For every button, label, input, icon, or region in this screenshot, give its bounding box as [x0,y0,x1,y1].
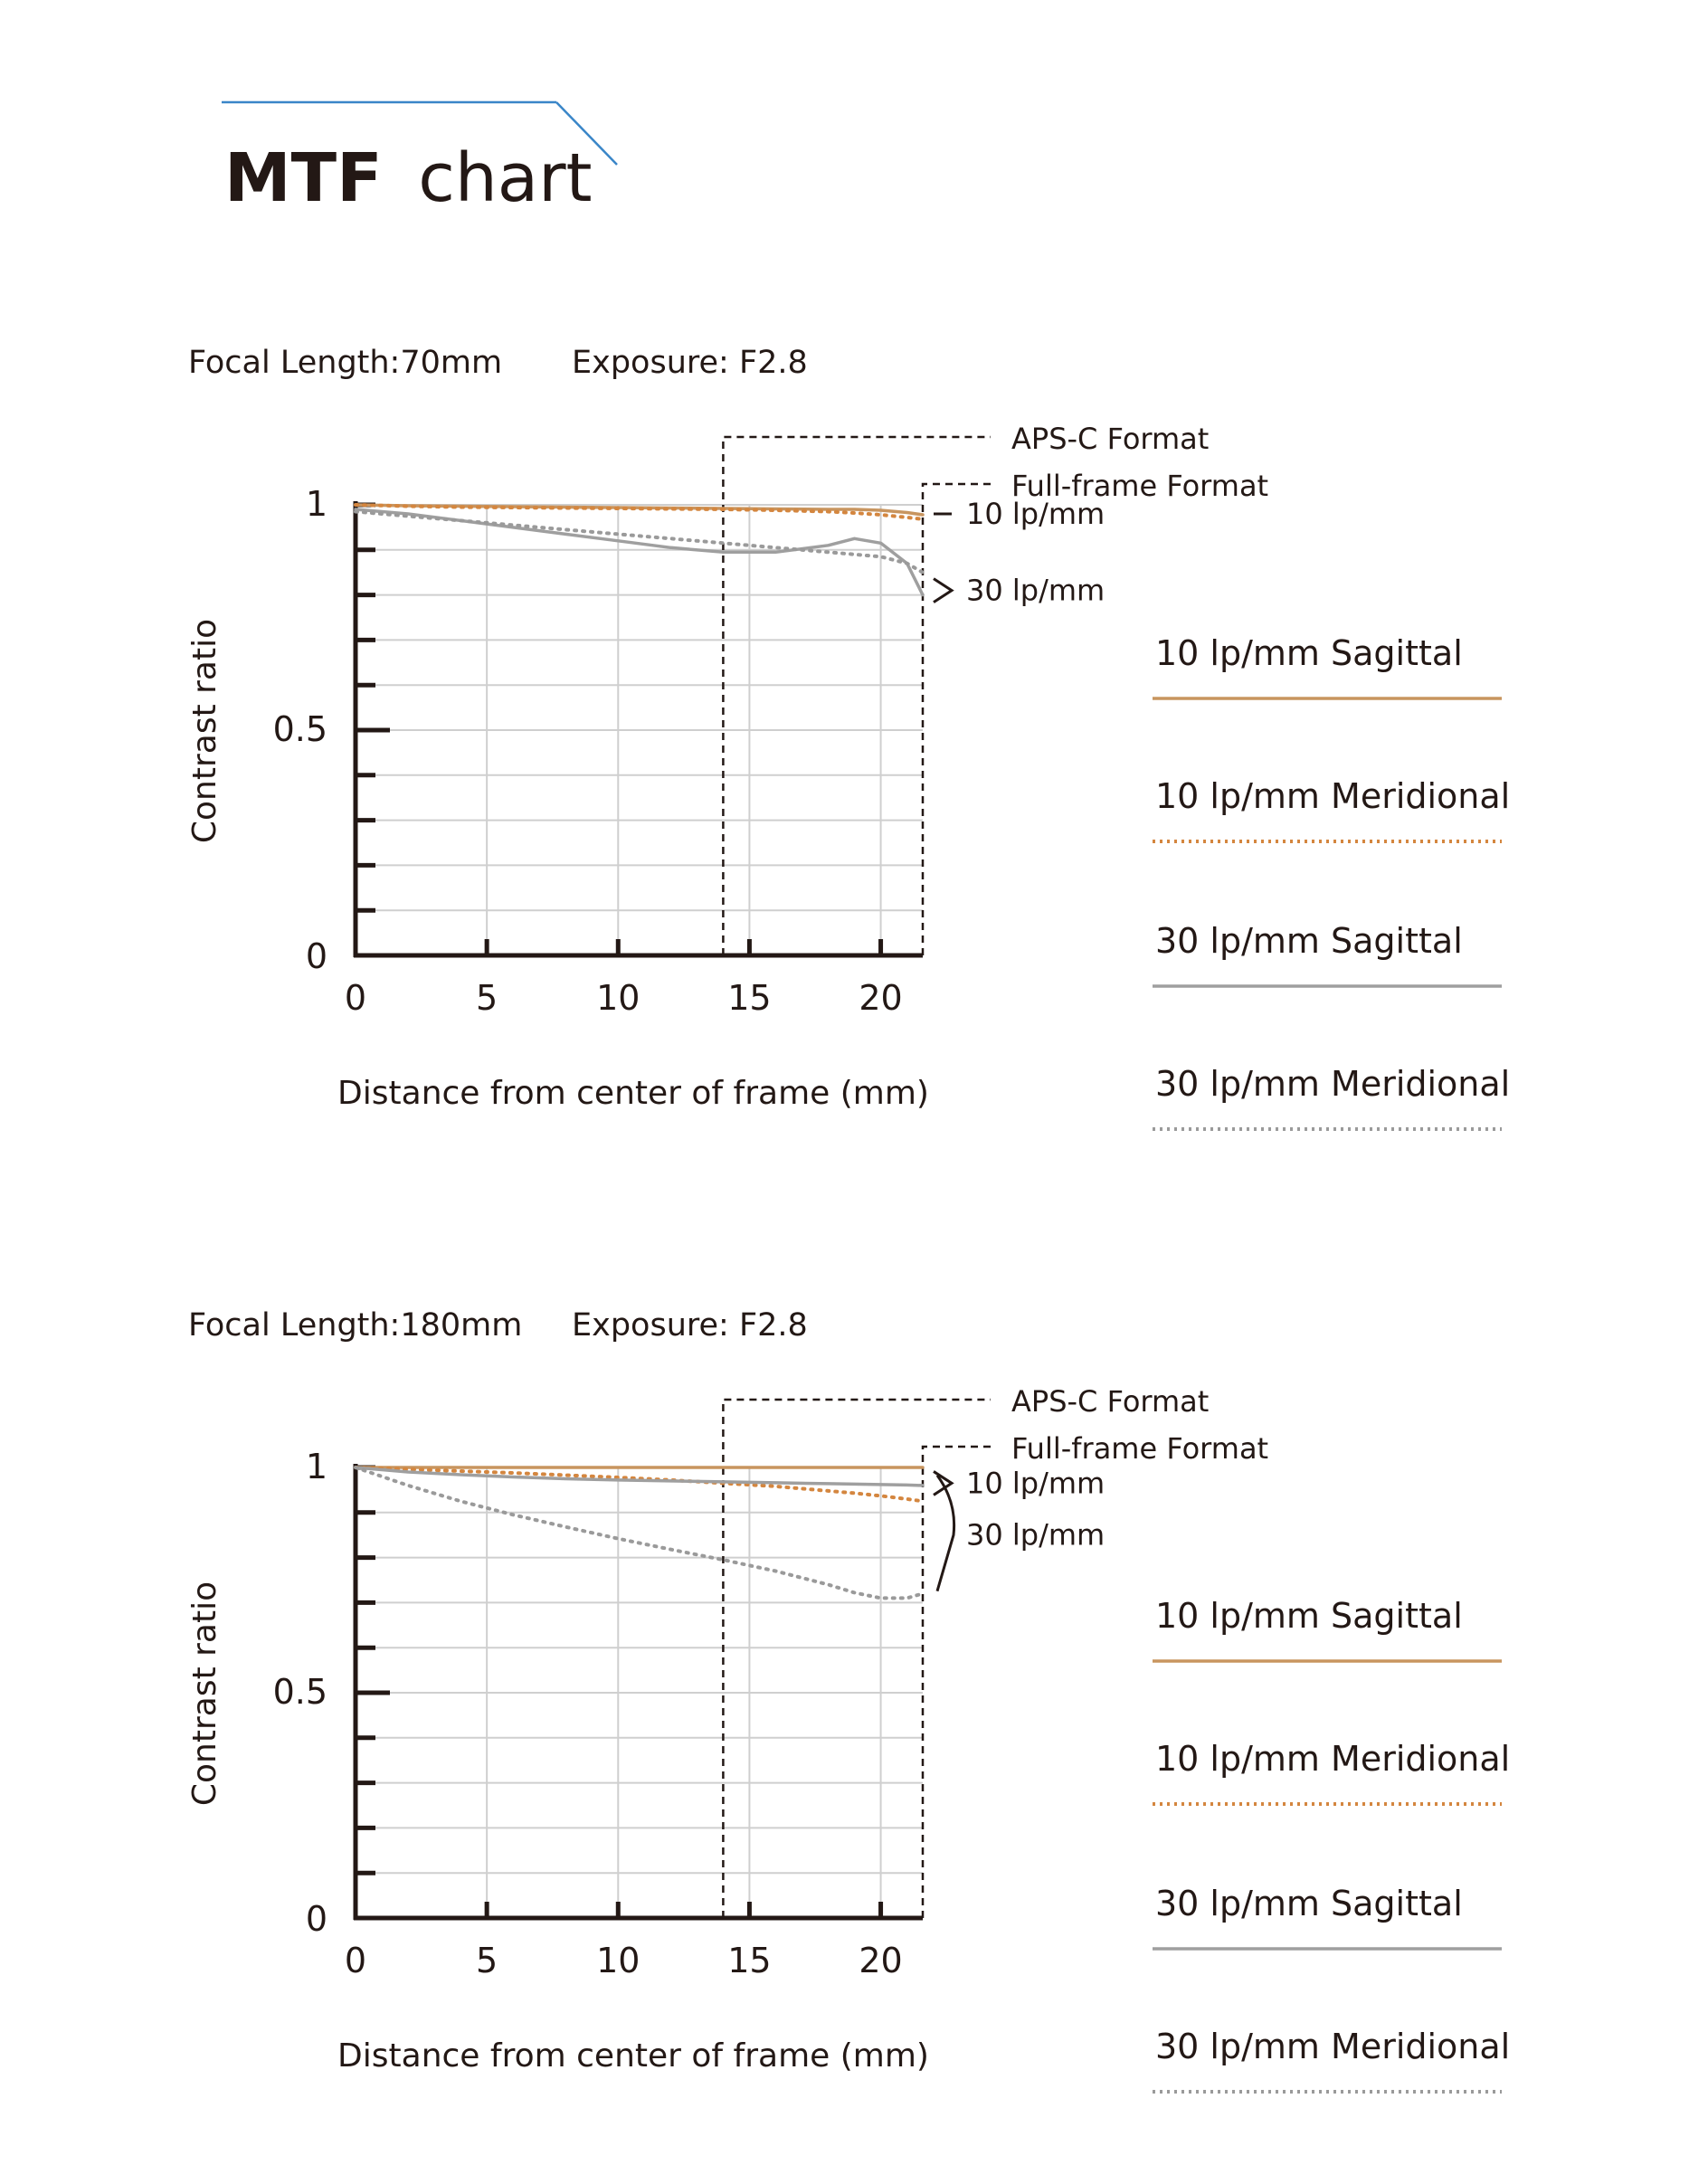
group-label-text: 30 lp/mm [966,573,1105,608]
format-marker-label: Full-frame Format [1011,469,1269,503]
page-title-strong: MTF [224,139,383,217]
legend-item-m10 [1153,1739,1510,1804]
y-tick-label-0.5: 0.5 [272,1672,327,1712]
plot-grid [356,505,923,955]
x-tick-label-5: 5 [476,1941,498,1980]
group-label-text: 30 lp/mm [966,1517,1105,1553]
x-tick-label-10: 10 [596,1941,640,1980]
bracket-chevron [934,579,952,603]
legend-label: 30 lp/mm Sagittal [1155,1884,1463,1923]
format-marker-label: Full-frame Format [1011,1431,1269,1466]
y-tick-label-0: 0 [305,936,327,976]
mtf-chart-70mm [186,345,1510,1129]
x-axis-label: Distance from center of frame (mm) [337,2037,929,2075]
legend-item-s30 [1153,1884,1502,1949]
x-tick-label-0: 0 [344,978,367,1018]
y-tick-label-1: 1 [305,484,327,524]
x-tick-label-10: 10 [596,978,640,1018]
legend-label: 30 lp/mm Meridional [1155,1064,1511,1104]
group-label-0 [934,497,1105,531]
x-tick-label-20: 20 [859,1941,903,1980]
x-axis-label: Distance from center of frame (mm) [337,1075,929,1112]
legend-item-m30 [1153,1064,1510,1129]
legend-item-s10 [1153,1596,1502,1661]
legend-label: 30 lp/mm Sagittal [1155,921,1463,961]
bracket-brace [937,1476,954,1591]
legend-label: 10 lp/mm Sagittal [1155,633,1463,673]
legend-item-s30 [1153,921,1502,986]
group-label-text: 10 lp/mm [966,496,1105,531]
legend-label: 10 lp/mm Meridional [1155,1739,1511,1779]
x-tick-label-20: 20 [859,978,903,1018]
x-tick-label-15: 15 [727,978,772,1018]
mtf-chart-180mm [186,1307,1510,2092]
x-tick-label-0: 0 [344,1941,367,1980]
legend-item-m10 [1153,776,1510,841]
page-title [224,139,593,217]
series-line-s30 [356,1467,923,1486]
series-line-s30 [356,509,923,595]
format-marker-label: APS-C Format [1011,422,1210,456]
y-tick-label-0: 0 [305,1899,327,1939]
format-marker-line [723,1400,991,1918]
y-tick-label-0.5: 0.5 [272,709,327,749]
legend-label: 10 lp/mm Meridional [1155,776,1511,816]
page-title-rest: chart [418,139,593,217]
exposure-label: Exposure: F2.8 [572,345,808,381]
plot-grid [356,1467,923,1918]
x-tick-label-15: 15 [727,1941,772,1980]
focal-length-label: Focal Length:180mm [188,1307,523,1344]
format-marker-1 [923,469,1268,955]
y-axis-label: Contrast ratio [186,1581,223,1807]
group-label-text: 10 lp/mm [966,1466,1105,1501]
x-tick-label-5: 5 [476,978,498,1018]
series-line-m30 [356,1467,923,1598]
group-label-1 [934,574,1105,608]
exposure-label: Exposure: F2.8 [572,1307,808,1344]
y-tick-label-1: 1 [305,1447,327,1486]
legend-label: 30 lp/mm Meridional [1155,2027,1511,2066]
y-axis-label: Contrast ratio [186,618,223,844]
format-marker-1 [923,1431,1268,1918]
legend-item-m30 [1153,2027,1510,2092]
format-marker-line [923,484,991,955]
format-marker-label: APS-C Format [1011,1384,1210,1419]
focal-length-label: Focal Length:70mm [188,345,503,381]
legend-label: 10 lp/mm Sagittal [1155,1596,1463,1636]
group-label-0 [934,1466,1105,1500]
legend-item-s10 [1153,633,1502,698]
